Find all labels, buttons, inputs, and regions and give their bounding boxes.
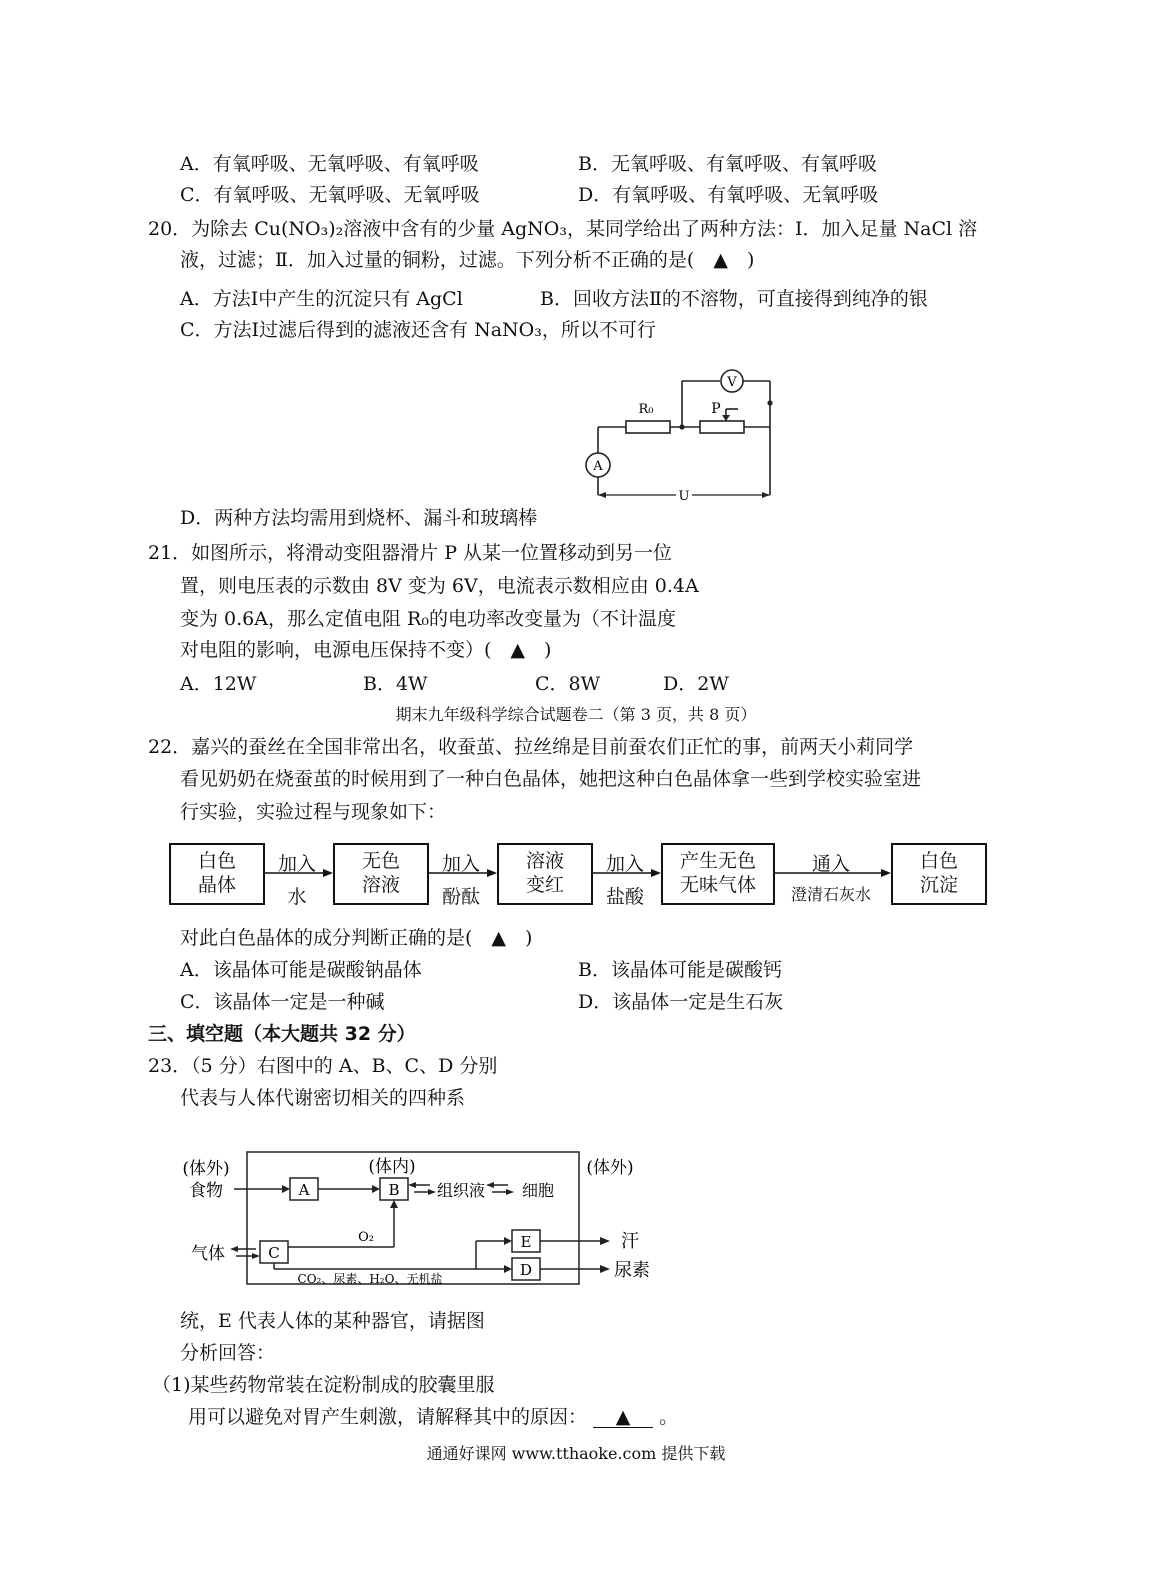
organ-e-label: E xyxy=(520,1233,532,1251)
flow-arrow3-top: 加入 xyxy=(605,853,644,875)
system-b-label: B xyxy=(388,1181,400,1199)
flow-box-colorless-solution: 无色 溶液 xyxy=(333,843,429,905)
q21-option-c: C．8W xyxy=(535,673,601,695)
page-footer: 期末九年级科学综合试题卷二（第 3 页，共 8 页） xyxy=(395,705,757,724)
q22-option-b: B．该晶体可能是碳酸钙 xyxy=(578,959,782,981)
q22-stem-line2: 看见奶奶在烧蚕茧的时候用到了一种白色晶体，她把这种白色晶体拿一些到学校实验室进 xyxy=(180,768,922,790)
q22-option-c: C．该晶体一定是一种碱 xyxy=(180,991,385,1013)
waste-label: CO₂、尿素、H₂O、无机盐 xyxy=(297,1272,443,1286)
q20-stem-line2: 液，过滤；Ⅱ．加入过量的铜粉，过滤。下列分析不正确的是( ▲ ) xyxy=(180,249,755,271)
outside-right-label: (体外) xyxy=(586,1158,634,1178)
q22-option-a: A．该晶体可能是碳酸钠晶体 xyxy=(180,959,422,981)
urine-label: 尿素 xyxy=(614,1260,650,1281)
q20-option-a: A．方法Ⅰ中产生的沉淀只有 AgCl xyxy=(180,288,463,310)
q20-option-d: D．两种方法均需用到烧杯、漏斗和玻璃棒 xyxy=(180,507,538,529)
q19-option-b: B．无氧呼吸、有氧呼吸、有氧呼吸 xyxy=(578,153,877,175)
inside-label: (体内) xyxy=(368,1157,416,1177)
q19-option-c: C．有氧呼吸、无氧呼吸、无氧呼吸 xyxy=(180,184,480,206)
system-a-label: A xyxy=(298,1181,310,1199)
metabolism-diagram xyxy=(170,1145,670,1295)
q20-stem-line1: 20．为除去 Cu(NO₃)₂溶液中含有的少量 AgNO₃，某同学给出了两种方法：Ⅰ．加入足量 NaCl 溶 xyxy=(148,218,978,240)
q23-sub1-end: 。 xyxy=(659,1406,679,1428)
q21-stem-line1: 21．如图所示，将滑动变阻器滑片 P 从某一位置移动到另一位 xyxy=(148,542,673,564)
system-d-label: D xyxy=(519,1261,533,1279)
sweat-label: 汗 xyxy=(621,1231,639,1252)
flow-arrow3-bottom: 盐酸 xyxy=(605,886,644,908)
flow-box-white-crystal: 白色 晶体 xyxy=(169,843,265,905)
q23-sub1-line2 xyxy=(188,1408,678,1428)
tissue-fluid-label: 组织液 xyxy=(436,1181,486,1200)
source-voltage-label: U xyxy=(678,489,690,504)
ammeter-label: A xyxy=(593,459,603,474)
flow-arrow2-bottom: 酚酞 xyxy=(441,886,480,908)
q23-stem-line4: 分析回答： xyxy=(180,1342,276,1364)
flow-arrow4-top: 通入 xyxy=(811,853,850,875)
q21-stem-line2: 置，则电压表的示数由 8V 变为 6V，电流表示数相应由 0.4A xyxy=(180,575,699,597)
food-label: 食物 xyxy=(189,1181,223,1201)
system-c-label: C xyxy=(268,1244,280,1262)
q20-option-b: B．回收方法Ⅱ的不溶物，可直接得到纯净的银 xyxy=(540,288,928,310)
q23-sub1-text: 用可以避免对胃产生刺激，请解释其中的原因： xyxy=(188,1406,588,1428)
q21-option-a: A．12W xyxy=(180,673,257,695)
flow-arrow1-top: 加入 xyxy=(277,853,316,875)
slider-label: P xyxy=(711,401,721,417)
flow-box-white-precipitate: 白色 沉淀 xyxy=(891,843,987,905)
q23-stem-line2: 代表与人体代谢密切相关的四种系 xyxy=(180,1087,466,1109)
q21-stem-line3: 变为 0.6A，那么定值电阻 R₀的电功率改变量为（不计温度 xyxy=(180,608,676,630)
flow-arrow2-top: 加入 xyxy=(441,853,480,875)
q22-option-d: D．该晶体一定是生石灰 xyxy=(578,991,784,1013)
site-footer: 通通好课网 www.tthaoke.com 提供下载 xyxy=(426,1444,726,1463)
answer-blank[interactable]: ▲ xyxy=(593,1408,653,1428)
q21-option-b: B．4W xyxy=(363,673,428,695)
q21-option-d: D．2W xyxy=(663,673,729,695)
q23-stem-line1: 23．（5 分）右图中的 A、B、C、D 分别 xyxy=(148,1055,498,1077)
q22-stem-line3: 行实验，实验过程与现象如下： xyxy=(180,801,447,823)
flow-arrow1-bottom: 水 xyxy=(287,886,307,908)
q22-question: 对此白色晶体的成分判断正确的是( ▲ ) xyxy=(180,927,533,949)
voltmeter-label: V xyxy=(727,375,737,390)
q19-option-d: D．有氧呼吸、有氧呼吸、无氧呼吸 xyxy=(578,184,879,206)
gas-label: 气体 xyxy=(191,1244,225,1264)
cell-label: 细胞 xyxy=(521,1181,555,1200)
q21-stem-line4: 对电阻的影响，电源电压保持不变）( ▲ ) xyxy=(180,639,552,661)
q19-option-a: A．有氧呼吸、无氧呼吸、有氧呼吸 xyxy=(180,153,479,175)
q23-sub1-line1: （1)某些药物常装在淀粉制成的胶囊里服 xyxy=(152,1374,495,1396)
flow-box-gas: 产生无色 无味气体 xyxy=(661,843,775,905)
oxygen-label: O₂ xyxy=(358,1230,374,1245)
flow-arrow4-bottom: 澄清石灰水 xyxy=(790,885,871,904)
section-heading: 三、填空题（本大题共 32 分） xyxy=(148,1023,416,1045)
flow-box-solution-red: 溶液 变红 xyxy=(497,843,593,905)
r0-label: R₀ xyxy=(638,402,654,417)
q23-stem-line3: 统，E 代表人体的某种器官，请据图 xyxy=(180,1310,485,1332)
outside-left-label: (体外) xyxy=(182,1159,230,1179)
q20-option-c: C．方法Ⅰ过滤后得到的滤液还含有 NaNO₃，所以不可行 xyxy=(180,319,656,341)
q22-stem-line1: 22．嘉兴的蚕丝在全国非常出名，收蚕茧、拉丝绵是目前蚕农们正忙的事，前两天小莉同学 xyxy=(148,736,914,758)
